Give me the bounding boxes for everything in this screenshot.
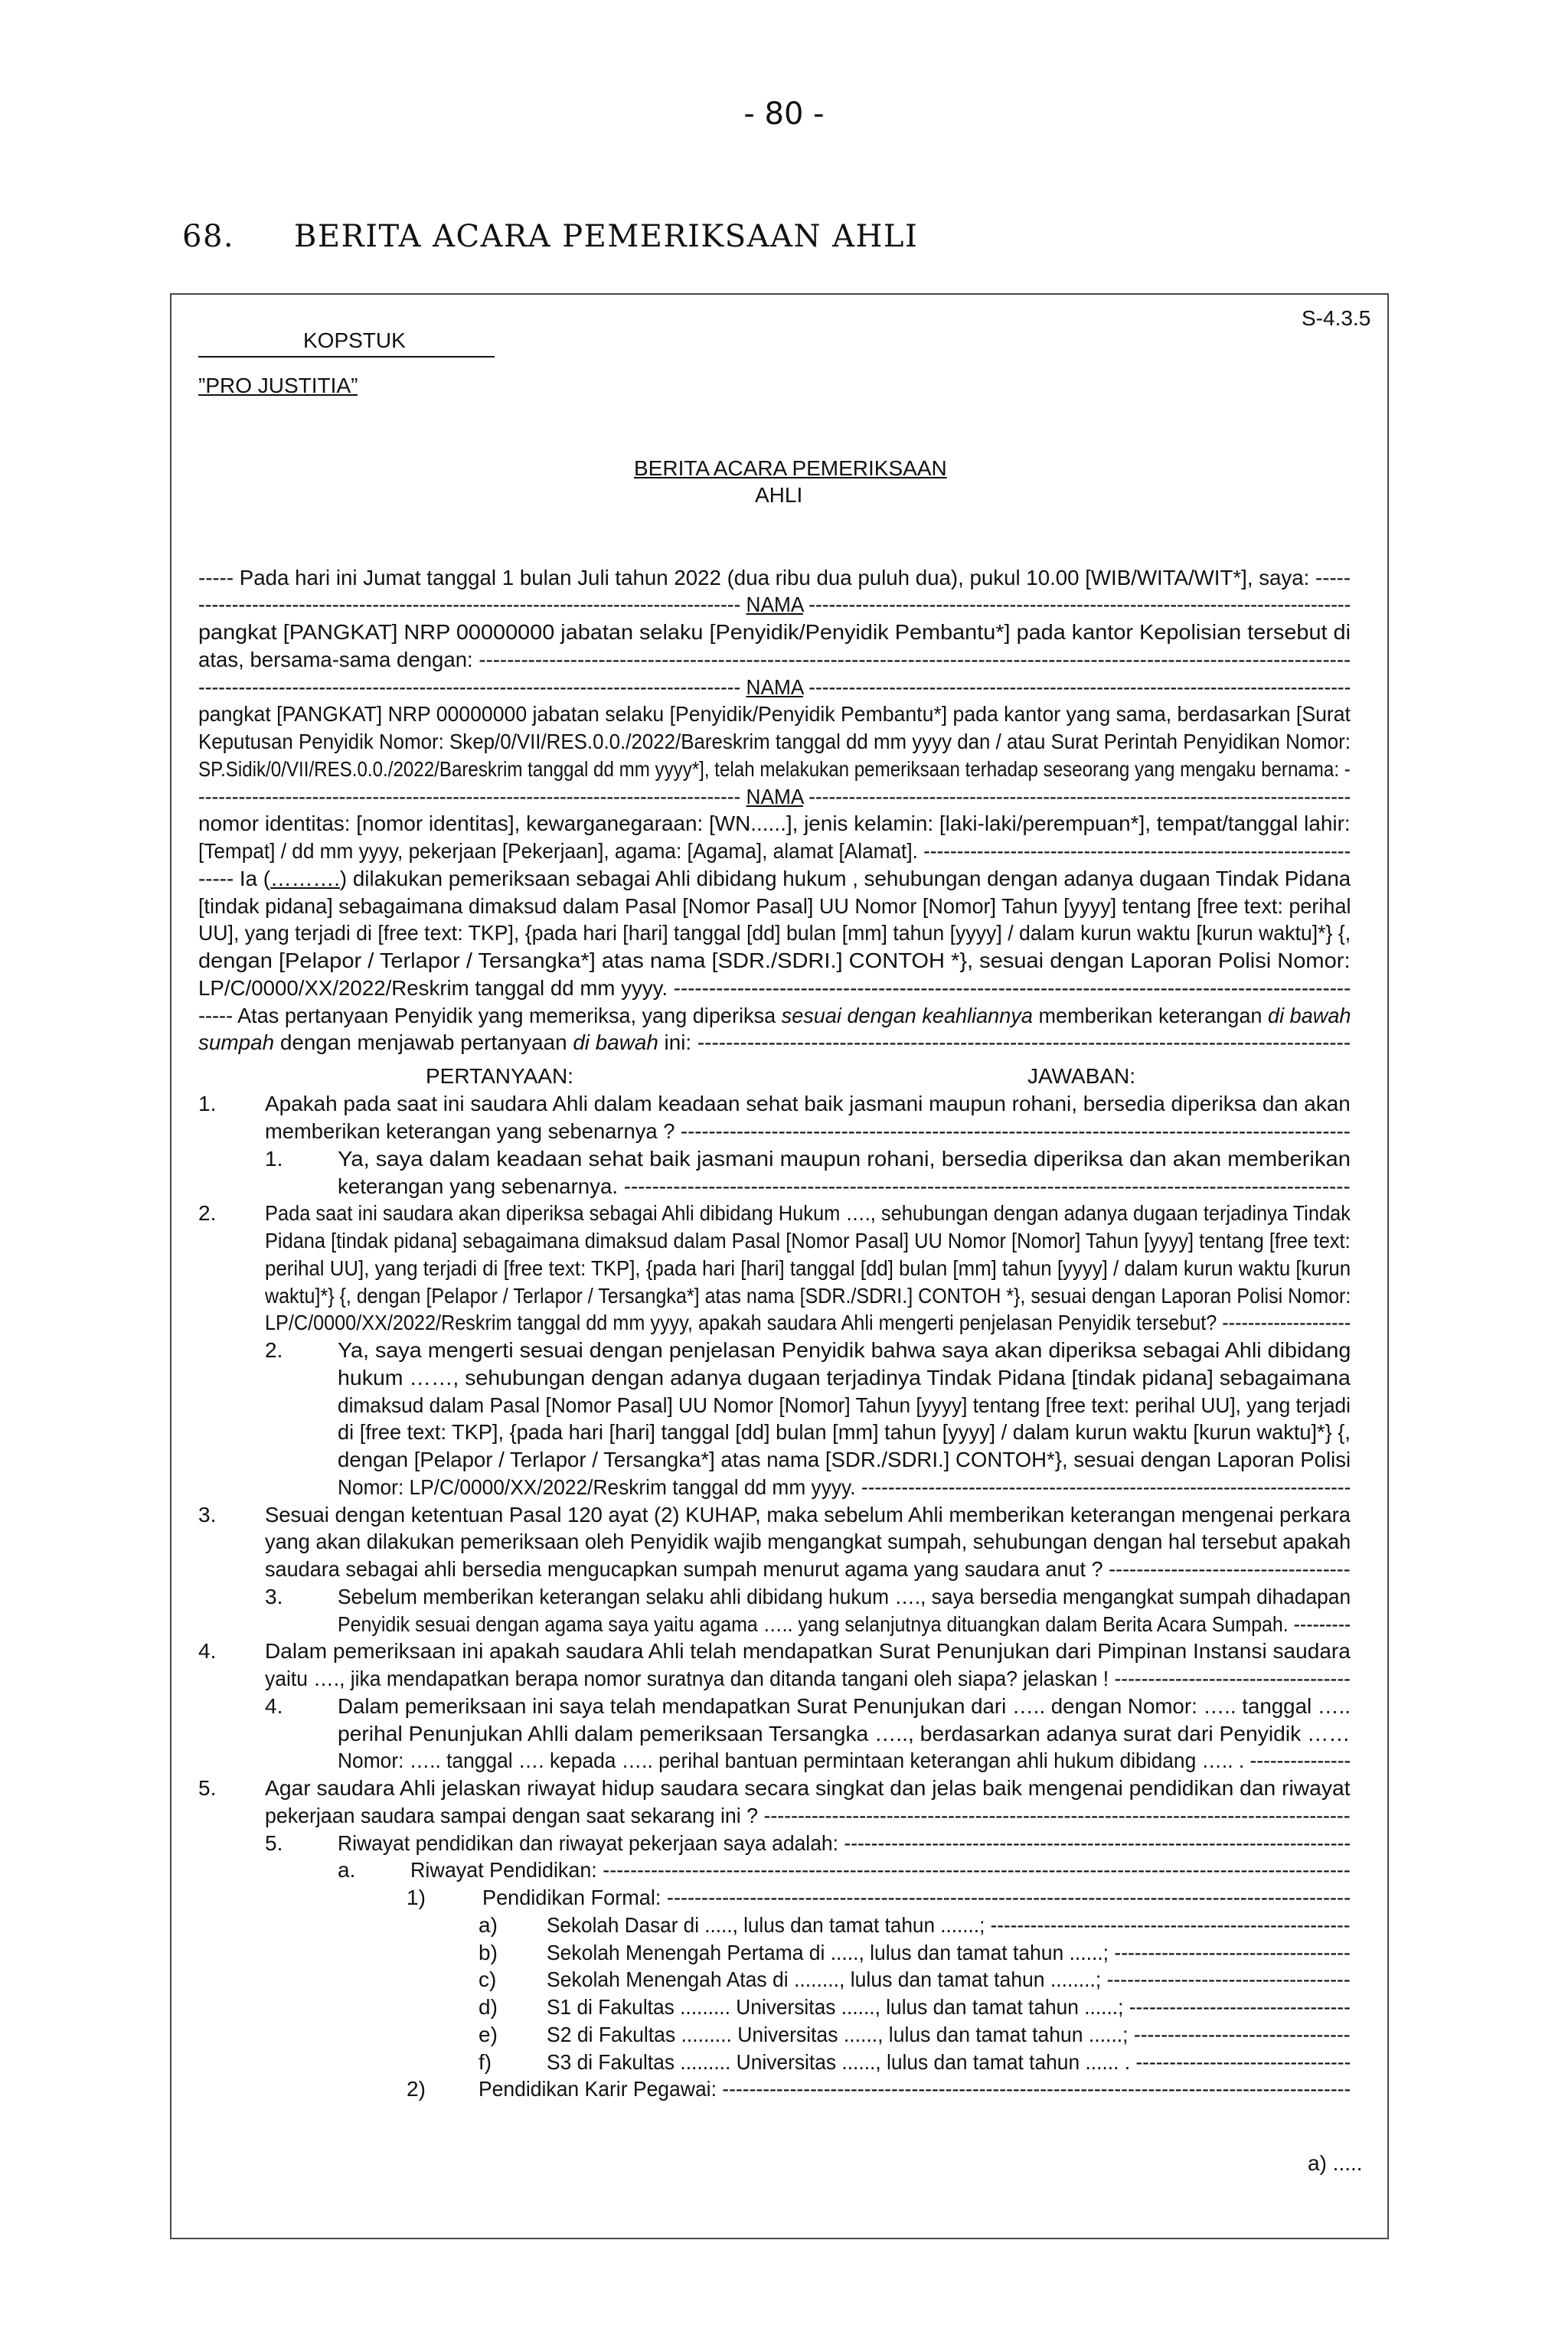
answer-text: Ya, saya mengerti sesuai dengan penjelasan Penyidik bahwa saya akan diperiksa sebagai Ahli dibidang [338, 1338, 1351, 1362]
question-number: 5. [198, 1776, 217, 1800]
answer-number: 5. [265, 1831, 283, 1855]
document-subtitle: AHLI [755, 483, 803, 507]
question-text: Apakah pada saat ini saudara Ahli dalam keadaan sehat baik jasmani maupun rohani, bersedia diperiksa dan akan [265, 1092, 1351, 1115]
name-separator: --------------------------------------------------------------------------------- NAMA --------------------------------------------------------------------------------- [198, 785, 1351, 808]
education-item: S3 di Fakultas ......... Universitas ......, lulus dan tamat tahun ...... . -------------------------------- [547, 2050, 1351, 2074]
question-text: Dalam pemeriksaan ini apakah saudara Ahli telah mendapatkan Surat Penunjukan dari Pimpinan Instansi saudara [265, 1639, 1351, 1663]
answer-text: Penyidik sesuai dengan agama saya yaitu agama ….. yang selanjutnya dituangkan dalam Berita Acara Sumpah. --------- [338, 1612, 1351, 1636]
question-text: yang akan dilakukan pemeriksaan oleh Penyidik wajib mengangkat sumpah, sehubungan dengan hal tersebut apakah [265, 1530, 1351, 1553]
list-item: Pendidikan Karir Pegawai: --------------------------------------------------------------------------------------------- [479, 2077, 1351, 2101]
list-marker: d) [479, 1995, 498, 2019]
question-number: 3. [198, 1503, 217, 1527]
paragraph-line: ----- Pada hari ini Jumat tanggal 1 bulan Juli tahun 2022 (dua ribu dua puluh dua), pukul 10.00 [WIB/WITA/WIT*], saya: ----- [198, 566, 1351, 589]
answer-text: Sebelum memberikan keterangan selaku ahli dibidang hukum …., saya bersedia mengangkat sumpah dihadapan [338, 1585, 1351, 1608]
question-text: Sesuai dengan ketentuan Pasal 120 ayat (2) KUHAP, maka sebelum Ahli memberikan keterangan mengenai perkara [265, 1503, 1351, 1527]
form-code: S-4.3.5 [1302, 306, 1371, 330]
list-marker: 1) [407, 1886, 426, 1909]
question-text: waktu]*} {, dengan [Pelapor / Terlapor / Tersangka*] atas nama [SDR./SDRI.] CONTOH *}, sesuai dengan Laporan Polisi Nomor: [265, 1284, 1351, 1308]
paragraph-line: ----- Atas pertanyaan Penyidik yang memeriksa, yang diperiksa sesuai dengan keahliannya memberikan keterangan di bawah [198, 1004, 1351, 1027]
paragraph-line: LP/C/0000/XX/2022/Reskrim tanggal dd mm yyyy. ------------------------------------------------------------------------------------------------ [198, 976, 1351, 1000]
paragraph-line: nomor identitas: [nomor identitas], kewarganegaraan: [WN......], jenis kelamin: [laki-laki/perempuan*], tempat/tanggal lahir: [198, 811, 1351, 835]
question-text: Agar saudara Ahli jelaskan riwayat hidup saudara secara singkat dan jelas baik mengenai pendidikan dan riwayat [265, 1776, 1351, 1800]
education-item: S2 di Fakultas ......... Universitas ......, lulus dan tamat tahun ......; -------------------------------- [547, 2023, 1351, 2046]
list-marker: b) [479, 1941, 498, 1964]
question-text: perihal UU], yang terjadi di [free text: TKP], {pada hari [hari] tanggal [dd] bulan [mm] tahun [yyyy] / dalam kurun waktu [kurun [265, 1256, 1351, 1280]
list-marker: c) [479, 1967, 497, 1991]
answer-text: Nomor: ….. tanggal …. kepada ….. perihal bantuan permintaan keterangan ahli hukum dibidang ….. . --------------- [338, 1749, 1351, 1772]
question-text: Pidana [tindak pidana] sebagaimana dimaksud dalam Pasal [Nomor Pasal] UU Nomor [Nomor] Tahun [yyyy] tentang [free text: [265, 1229, 1351, 1252]
question-text: pekerjaan saudara sampai dengan saat sekarang ini ? -------------------------------------------------------------------------------------- [265, 1804, 1351, 1827]
continuation-marker: a) ..... [1308, 2151, 1363, 2175]
list-marker: a. [338, 1858, 356, 1882]
answer-text: dengan [Pelapor / Terlapor / Tersangka*] atas nama [SDR./SDRI.] CONTOH*}, sesuai dengan Laporan Polisi [338, 1448, 1351, 1471]
answer-text: Nomor: LP/C/0000/XX/2022/Reskrim tanggal dd mm yyyy. ------------------------------------------------------------------------- [338, 1475, 1351, 1499]
answers-header: JAWABAN: [1027, 1064, 1136, 1088]
education-item: Sekolah Menengah Atas di ........, lulus dan tamat tahun ........; ------------------------------------ [547, 1967, 1351, 1991]
paragraph-line: atas, bersama-sama dengan: ---------------------------------------------------------------------------------------------------------------------------- [198, 648, 1351, 671]
page-number: - 80 - [743, 96, 825, 132]
question-text: yaitu …., jika mendapatkan berapa nomor suratnya dan ditanda tangani oleh siapa? jelaskan ! ----------------------------------- [265, 1667, 1351, 1690]
paragraph-line: UU], yang terjadi di [free text: TKP], {pada hari [hari] tanggal [dd] bulan [mm] tahun [yyyy] / dalam kurun waktu [kurun waktu]*} {, [198, 921, 1351, 945]
kopstuk-label: KOPSTUK [303, 328, 406, 352]
answer-number: 3. [265, 1585, 283, 1608]
answer-number: 4. [265, 1694, 283, 1718]
answer-text: Dalam pemeriksaan ini saya telah mendapatkan Surat Penunjukan dari ….. dengan Nomor: ….. tanggal ….. [338, 1694, 1351, 1718]
list-marker: 2) [407, 2077, 426, 2101]
answer-text: keterangan yang sebenarnya. ------------------------------------------------------------------------------------------------------- [338, 1174, 1351, 1198]
section-title: BERITA ACARA PEMERIKSAAN AHLI [294, 219, 919, 254]
section-number: 68. [182, 219, 235, 254]
list-marker: a) [479, 1913, 498, 1937]
question-number: 1. [198, 1092, 217, 1115]
list-item: Pendidikan Formal: --------------------------------------------------------------------------------------------------- [482, 1886, 1351, 1909]
paragraph-line: dengan [Pelapor / Terlapor / Tersangka*] atas nama [SDR./SDRI.] CONTOH *}, sesuai dengan Laporan Polisi Nomor: [198, 949, 1351, 972]
question-text: LP/C/0000/XX/2022/Reskrim tanggal dd mm yyyy, apakah saudara Ahli mengerti penjelasan Penyidik tersebut? -------------------- [265, 1311, 1351, 1334]
question-number: 4. [198, 1639, 217, 1663]
name-separator: --------------------------------------------------------------------------------- NAMA --------------------------------------------------------------------------------- [198, 675, 1351, 699]
document-title: BERITA ACARA PEMERIKSAAN [634, 456, 947, 480]
education-item: Sekolah Menengah Pertama di ....., lulus dan tamat tahun ......; ----------------------------------- [547, 1941, 1351, 1964]
answer-text: dimaksud dalam Pasal [Nomor Pasal] UU Nomor [Nomor] Tahun [yyyy] tentang [free text: perihal UU], yang terjadi [338, 1393, 1351, 1417]
kopstuk-underline [198, 356, 495, 358]
education-item: Sekolah Dasar di ....., lulus dan tamat tahun .......; ------------------------------------------------------ [547, 1913, 1351, 1937]
answer-text: Ya, saya dalam keadaan sehat baik jasmani maupun rohani, bersedia diperiksa dan akan memberikan [338, 1147, 1351, 1171]
name-separator: --------------------------------------------------------------------------------- NAMA --------------------------------------------------------------------------------- [198, 593, 1351, 616]
paragraph-line: SP.Sidik/0/VII/RES.0.0./2022/Bareskrim tanggal dd mm yyyy*], telah melakukan pemeriksaan terhadap seseorang yang mengaku bernama: - [198, 757, 1351, 781]
section-heading [182, 219, 918, 254]
question-text: memberikan keterangan yang sebenarnya ? ------------------------------------------------------------------------------------------------ [265, 1119, 1351, 1143]
paragraph-line: Keputusan Penyidik Nomor: Skep/0/VII/RES.0.0./2022/Bareskrim tanggal dd mm yyyy dan / atau Surat Perintah Penyidikan Nomor: [198, 730, 1351, 753]
education-item: S1 di Fakultas ......... Universitas ......, lulus dan tamat tahun ......; --------------------------------- [547, 1995, 1351, 2019]
answer-number: 1. [265, 1147, 283, 1171]
paragraph-line: [Tempat] / dd mm yyyy, pekerjaan [Pekerjaan], agama: [Agama], alamat [Alamat]. ---------------------------------------------------------------- [198, 839, 1351, 863]
answer-number: 2. [265, 1338, 283, 1362]
question-number: 2. [198, 1201, 217, 1225]
answer-text: Riwayat pendidikan dan riwayat pekerjaan saya adalah: --------------------------------------------------------------------------- [338, 1831, 1351, 1855]
pro-justitia-label: ”PRO JUSTITIA” [198, 374, 358, 397]
paragraph-line: [tindak pidana] sebagaimana dimaksud dalam Pasal [Nomor Pasal] UU Nomor [Nomor] Tahun [yyyy] tentang [free text: perihal [198, 894, 1351, 918]
paragraph-line: sumpah dengan menjawab pertanyaan di bawah ini: -------------------------------------------------------------------------------------------- [198, 1030, 1351, 1054]
paragraph-line: pangkat [PANGKAT] NRP 00000000 jabatan selaku [Penyidik/Penyidik Pembantu*] pada kantor Kepolisian tersebut di [198, 620, 1351, 644]
list-marker: e) [479, 2023, 498, 2046]
list-marker: f) [479, 2050, 492, 2074]
questions-header: PERTANYAAN: [426, 1064, 573, 1088]
answer-text: di [free text: TKP], {pada hari [hari] tanggal [dd] bulan [mm] tahun [yyyy] / dalam kurun waktu [kurun waktu]*} {, [338, 1420, 1351, 1444]
paragraph-line: pangkat [PANGKAT] NRP 00000000 jabatan selaku [Penyidik/Penyidik Pembantu*] pada kantor yang sama, berdasarkan [Surat [198, 702, 1351, 726]
answer-text: perihal Penunjukan Ahlli dalam pemeriksaan Tersangka ….., berdasarkan adanya surat dari Penyidik …… [338, 1722, 1351, 1745]
question-text: Pada saat ini saudara akan diperiksa sebagai Ahli dibidang Hukum …., sehubungan dengan adanya dugaan terjadinya Tindak [265, 1201, 1351, 1225]
list-item: Riwayat Pendidikan: ------------------------------------------------------------------------------------------------------------- [410, 1858, 1351, 1882]
answer-text: hukum ……, sehubungan dengan adanya dugaan terjadinya Tindak Pidana [tindak pidana] sebagaimana [338, 1366, 1351, 1389]
paragraph-line: ----- Ia (……….) dilakukan pemeriksaan sebagai Ahli dibidang hukum , sehubungan dengan adanya dugaan Tindak Pidana [198, 867, 1351, 890]
question-text: saudara sebagai ahli bersedia mengucapkan sumpah menurut agama yang saudara anut ? ----------------------------------- [265, 1557, 1351, 1581]
